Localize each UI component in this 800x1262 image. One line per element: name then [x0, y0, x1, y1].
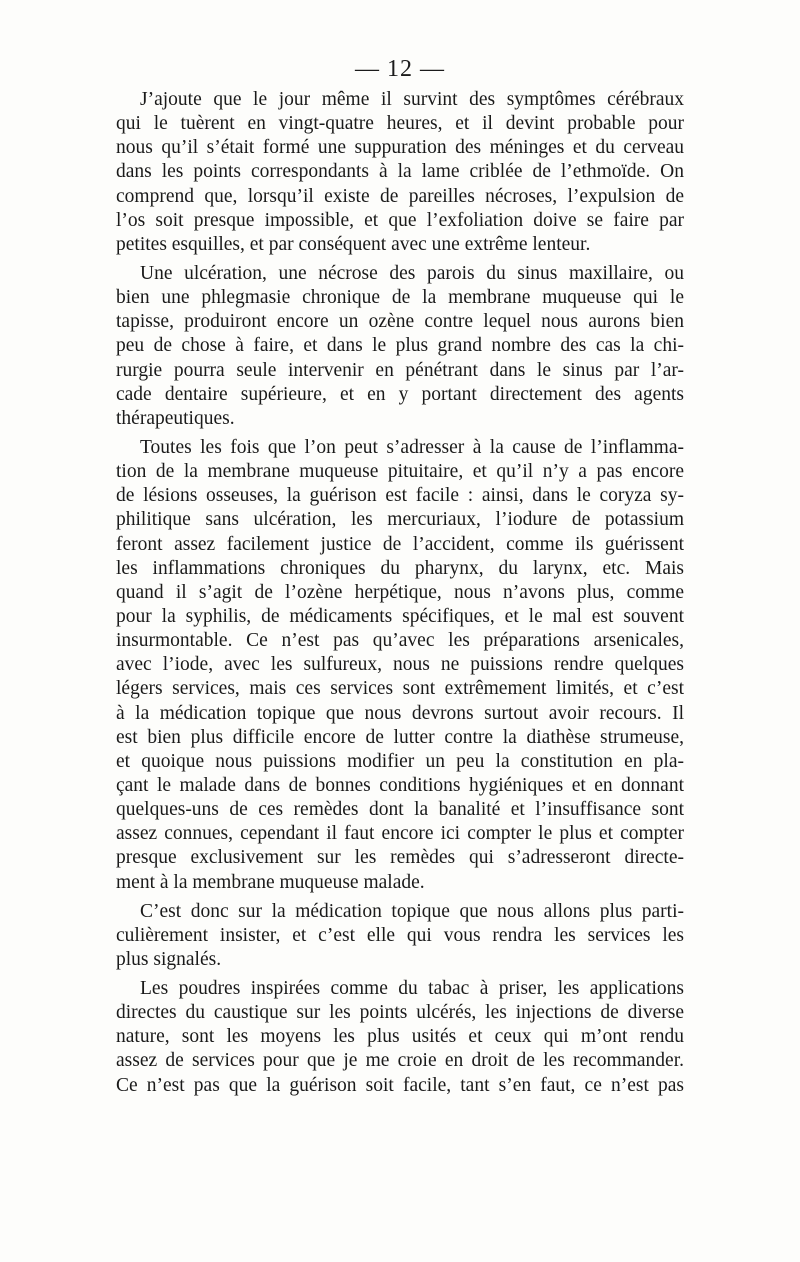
text-line: tion de la membrane muqueuse pituitaire, et qu’il n’y a pas encore	[116, 461, 684, 483]
text-line: assez connues, cependant il faut encore ici compter le plus et compter	[116, 823, 684, 845]
paragraph	[116, 900, 684, 972]
text-line: et quoique nous puissions modifier un peu la constitution en pla-	[116, 750, 684, 772]
text-line: thérapeutiques.	[116, 407, 235, 429]
text-line: plus signalés.	[116, 948, 222, 970]
text-line: feront assez facilement justice de l’accident, comme ils guérissent	[116, 533, 684, 555]
text-line: Ce n’est pas que la guérison soit facile, tant s’en faut, ce n’est pas	[116, 1074, 684, 1096]
text-line: presque exclusivement sur les remèdes qui s’adresseront directe-	[116, 847, 684, 869]
text-line: tapisse, produiront encore un ozène contre lequel nous aurons bien	[116, 311, 684, 333]
text-line: ment à la membrane muqueuse malade.	[116, 871, 425, 893]
text-line: les inflammations chroniques du pharynx, du larynx, etc. Mais	[116, 557, 684, 579]
text-line: est bien plus difficile encore de lutter contre la diathèse strumeuse,	[116, 726, 684, 748]
text-line: avec l’iode, avec les sulfureux, nous ne puissions rendre quelques	[116, 654, 684, 676]
text-line: insurmontable. Ce n’est pas qu’avec les préparations arsenicales,	[116, 630, 684, 652]
text-line: peu de chose à faire, et dans le plus grand nombre des cas la chi-	[116, 335, 684, 357]
text-line: rurgie pourra seule intervenir en pénétrant dans le sinus par l’ar-	[116, 359, 684, 381]
text-line: Les poudres inspirées comme du tabac à priser, les applications	[140, 978, 684, 1000]
text-line: quand il s’agit de l’ozène herpétique, nous n’avons plus, comme	[116, 581, 684, 603]
text-line: pour la syphilis, de médicaments spécifiques, et le mal est souvent	[116, 605, 684, 627]
paragraph	[116, 977, 684, 1098]
text-line: philitique sans ulcération, les mercuriaux, l’iodure de potassium	[116, 509, 684, 531]
text-line: J’ajoute que le jour même il survint des symptômes cérébraux	[140, 89, 684, 110]
text-line: culièrement insister, et c’est elle qui vous rendra les services les	[116, 924, 684, 946]
text-line: légers services, mais ces services sont extrêmement limités, et c’est	[116, 678, 684, 700]
text-line: assez de services pour que je me croie en droit de les recommander.	[116, 1050, 684, 1072]
text-line: nous qu’il s’était formé une suppuration des méninges et du cerveau	[116, 137, 684, 159]
body-text	[116, 88, 684, 1098]
paragraph	[116, 262, 684, 431]
text-line: à la médication topique que nous devrons surtout avoir recours. Il	[116, 702, 684, 724]
paragraph	[116, 88, 684, 257]
text-line: bien une phlegmasie chronique de la membrane muqueuse qui le	[116, 287, 684, 309]
text-line: dans les points correspondants à la lame criblée de l’ethmoïde. On	[116, 161, 684, 183]
paragraph	[116, 436, 684, 895]
text-line: directes du caustique sur les points ulcérés, les injections de diverse	[116, 1002, 684, 1024]
text-line: Toutes les fois que l’on peut s’adresser à la cause de l’inflamma-	[140, 436, 684, 458]
text-line: l’os soit presque impossible, et que l’exfoliation doive se faire par	[116, 209, 684, 231]
text-line: nature, sont les moyens les plus usités et ceux qui m’ont rendu	[116, 1026, 684, 1048]
page-number: — 12 —	[355, 56, 445, 82]
text-line: C’est donc sur la médication topique que nous allons plus parti-	[140, 900, 684, 922]
text-line: çant le malade dans de bonnes conditions hygiéniques et en donnant	[116, 774, 684, 796]
text-line: Une ulcération, une nécrose des parois du sinus maxillaire, ou	[140, 262, 684, 284]
text-line: quelques-uns de ces remèdes dont la banalité et l’insuffisance sont	[116, 799, 684, 821]
text-line: petites esquilles, et par conséquent avec une extrême lenteur.	[116, 233, 591, 255]
text-line: qui le tuèrent en vingt-quatre heures, et il devint probable pour	[116, 113, 684, 135]
text-line: cade dentaire supérieure, et en y portant directement des agents	[116, 383, 684, 405]
text-line: de lésions osseuses, la guérison est facile : ainsi, dans le coryza sy-	[116, 485, 684, 507]
text-line: comprend que, lorsqu’il existe de pareilles nécroses, l’expulsion de	[116, 185, 684, 207]
